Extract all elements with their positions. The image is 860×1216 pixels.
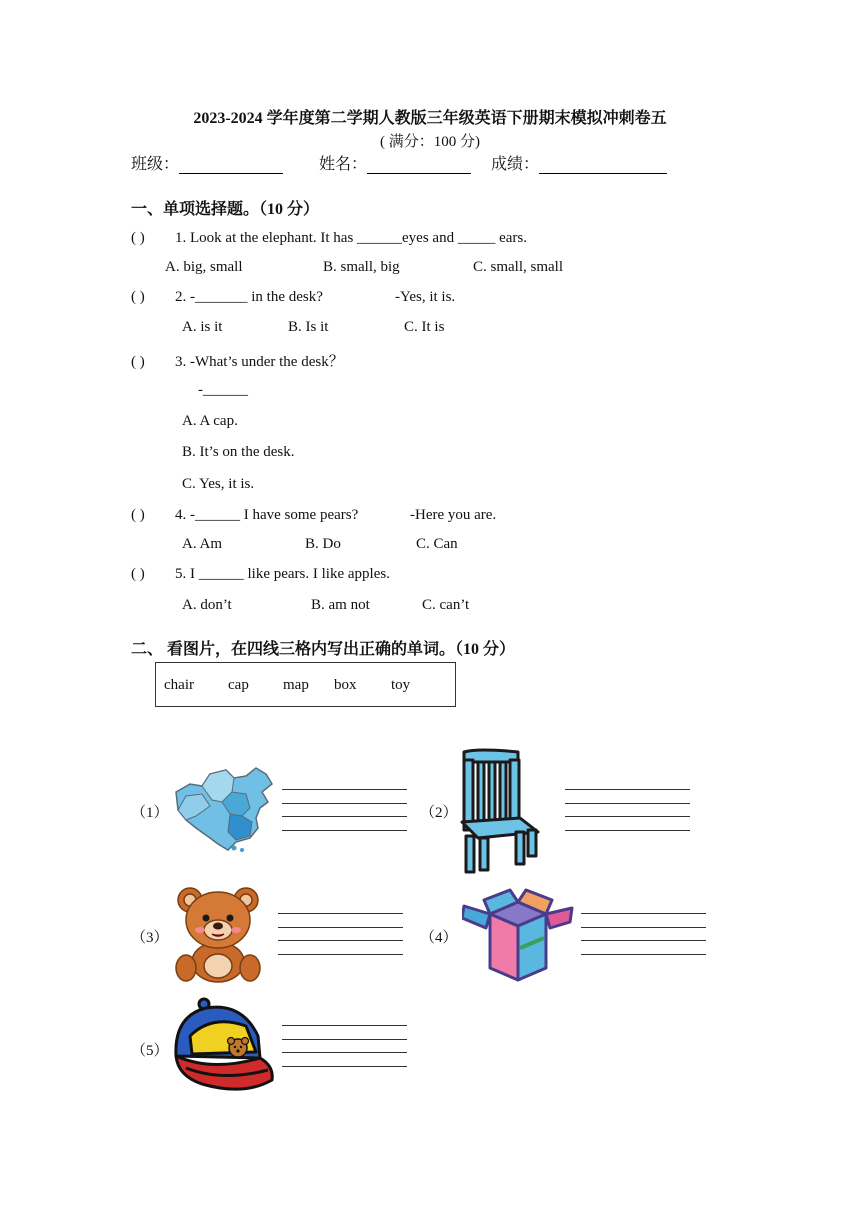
question-2: [131, 289, 323, 306]
student-info: [131, 151, 667, 174]
q1-option-b: B. small, big: [323, 259, 400, 275]
item-2-number: （2）: [420, 805, 458, 821]
q4-response: -Here you are.: [410, 507, 497, 523]
word-box: box: [334, 677, 357, 693]
name-field[interactable]: [367, 157, 471, 174]
word-chair: chair: [164, 677, 194, 693]
name-label: 姓名：: [319, 156, 368, 173]
item-3-number: （3）: [131, 930, 169, 946]
q2-option-a: A. is it: [182, 319, 223, 335]
q5-option-c: C. can’t: [422, 597, 470, 613]
writing-lines-3[interactable]: [278, 913, 403, 967]
question-text: 1. Look at the elephant. It has ______eyes and _____ ears.: [175, 230, 527, 246]
answer-paren[interactable]: ( ): [131, 507, 145, 523]
question-text: 3. -What’s under the desk？: [175, 354, 344, 370]
chair-icon: [458, 748, 540, 874]
question-text: 5. I ______ like pears. I like apples.: [175, 566, 390, 582]
item-4-number: （4）: [420, 930, 458, 946]
q1-option-a: A. big, small: [165, 259, 243, 275]
q2-option-c: C. It is: [404, 319, 445, 335]
item-5-number: （5）: [131, 1043, 169, 1059]
writing-lines-5[interactable]: [282, 1025, 407, 1079]
q4-option-a: A. Am: [182, 536, 223, 552]
q3-option-a: A. A cap.: [182, 413, 238, 429]
map-icon: [172, 766, 276, 852]
word-map: map: [283, 677, 309, 693]
q4-option-b: B. Do: [305, 536, 341, 552]
page-title: 2023-2024 学年度第二学期人教版三年级英语下册期末模拟冲刺卷五: [193, 110, 667, 127]
q1-option-c: C. small, small: [473, 259, 563, 275]
teddy-bear-icon: [172, 884, 264, 984]
full-score: ( 满分：100 分): [380, 134, 480, 150]
question-text: 4. -______ I have some pears?: [175, 507, 359, 523]
q3-answer-blank: -______: [198, 382, 248, 398]
q5-option-b: B. am not: [311, 597, 370, 613]
cap-icon: [172, 996, 276, 1096]
q5-option-a: A. don’t: [182, 597, 232, 613]
section-1-heading: 一、单项选择题。（10 分）: [131, 201, 320, 218]
answer-paren[interactable]: ( ): [131, 354, 145, 370]
writing-lines-1[interactable]: [282, 789, 407, 843]
class-label: 班级：: [131, 156, 180, 173]
q4-option-c: C. Can: [416, 536, 458, 552]
question-text: 2. -_______ in the desk?: [175, 289, 323, 305]
q2-response: -Yes, it is.: [395, 289, 456, 305]
question-5: [131, 566, 390, 583]
item-1-number: （1）: [131, 805, 169, 821]
question-3: [131, 350, 344, 371]
score-label: 成绩：: [491, 156, 540, 173]
answer-paren[interactable]: ( ): [131, 230, 145, 246]
q3-option-c: C. Yes, it is.: [182, 476, 255, 492]
class-field[interactable]: [179, 157, 283, 174]
word-cap: cap: [228, 677, 249, 693]
writing-lines-2[interactable]: [565, 789, 690, 843]
word-toy: toy: [391, 677, 411, 693]
writing-lines-4[interactable]: [581, 913, 706, 967]
box-icon: [462, 888, 574, 982]
word-bank: [155, 662, 456, 707]
question-4: [131, 507, 358, 524]
answer-paren[interactable]: ( ): [131, 289, 145, 305]
section-2-heading: 二、 看图片，在四线三格内写出正确的单词。（10 分）: [131, 641, 516, 658]
q2-option-b: B. Is it: [288, 319, 329, 335]
q3-option-b: B. It’s on the desk.: [182, 444, 295, 460]
score-field[interactable]: [539, 157, 667, 174]
question-1: [131, 230, 527, 247]
answer-paren[interactable]: ( ): [131, 566, 145, 582]
